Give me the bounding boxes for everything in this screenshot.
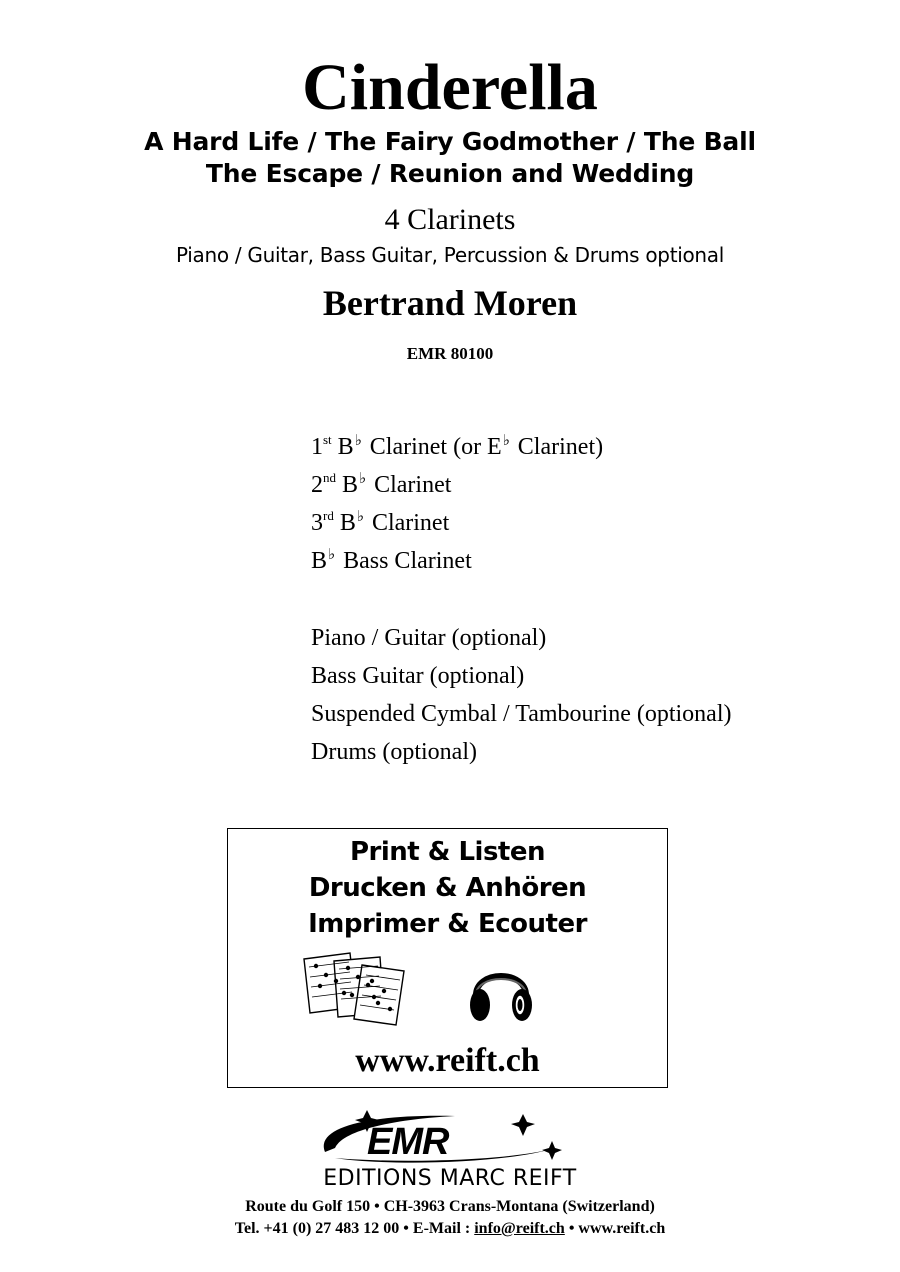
publisher-contact (0, 1218, 900, 1240)
title: Cinderella (302, 51, 598, 124)
publisher-name: EDITIONS MARC REIFT (323, 1166, 577, 1191)
part-ordinal-suffix: nd (323, 470, 336, 485)
composer: Bertrand Moren (322, 283, 578, 323)
movement-titles-line-1: A Hard Life / The Fairy Godmother / The Ball (144, 127, 756, 156)
optional-instruments: Piano / Guitar, Bass Guitar, Percussion & Drums optional (175, 243, 725, 267)
promo-line-german: Drucken & Anhören (308, 873, 587, 903)
part-ordinal-suffix: rd (323, 508, 334, 523)
email-link[interactable]: info@reift.ch (474, 1220, 565, 1237)
part-key: B (339, 510, 356, 536)
optional-parts-list (311, 619, 731, 771)
part-item (311, 428, 603, 466)
optional-part-item: Drums (optional) (311, 739, 477, 765)
part-name: Clarinet (365, 510, 450, 536)
part-item (311, 542, 603, 580)
website-text: • www.reift.ch (564, 1220, 666, 1237)
emr-logo (305, 1108, 595, 1168)
flat-icon: ♭ (328, 547, 336, 563)
movement-titles-line-2: The Escape / Reunion and Wedding (205, 159, 695, 188)
flat-icon: ♭ (356, 509, 364, 525)
promo-line-french: Imprimer & Ecouter (308, 909, 587, 939)
sheet-music-icon (300, 951, 410, 1027)
part-ordinal: 1 (311, 434, 323, 460)
part-key: B (337, 434, 354, 460)
part-item (311, 466, 603, 504)
part-ordinal-suffix: st (323, 432, 332, 447)
part-name: Bass Clarinet (337, 548, 472, 574)
part-key: B (342, 472, 359, 498)
optional-part-item: Suspended Cymbal / Tambourine (optional) (311, 701, 732, 727)
catalog-number: EMR 80100 (406, 344, 494, 363)
part-ordinal: 3 (311, 510, 323, 536)
ensemble: 4 Clarinets (384, 203, 516, 236)
emr-logo-text: EMR (367, 1121, 449, 1163)
flat-icon: ♭ (502, 433, 510, 449)
flat-icon: ♭ (354, 433, 362, 449)
main-parts-list (311, 428, 603, 580)
headphones-icon (468, 953, 534, 1027)
optional-part-item: Piano / Guitar (optional) (311, 625, 547, 651)
phone-text: Tel. +41 (0) 27 483 12 00 • E-Mail : (234, 1220, 475, 1237)
website-link[interactable]: www.reift.ch (355, 1042, 540, 1079)
part-name-tail: Clarinet) (511, 434, 604, 460)
optional-part-item: Bass Guitar (optional) (311, 663, 525, 689)
print-listen-box (227, 828, 668, 1088)
flat-icon: ♭ (359, 471, 367, 487)
part-name: Clarinet (368, 472, 452, 498)
part-ordinal: 2 (311, 472, 323, 498)
promo-line-english: Print & Listen (349, 837, 546, 867)
part-name: Clarinet (or E (363, 434, 502, 460)
publisher-address: Route du Golf 150 • CH-3963 Crans-Montana (Switzerland) (245, 1198, 655, 1215)
part-key: B (311, 548, 328, 574)
part-item (311, 504, 603, 542)
